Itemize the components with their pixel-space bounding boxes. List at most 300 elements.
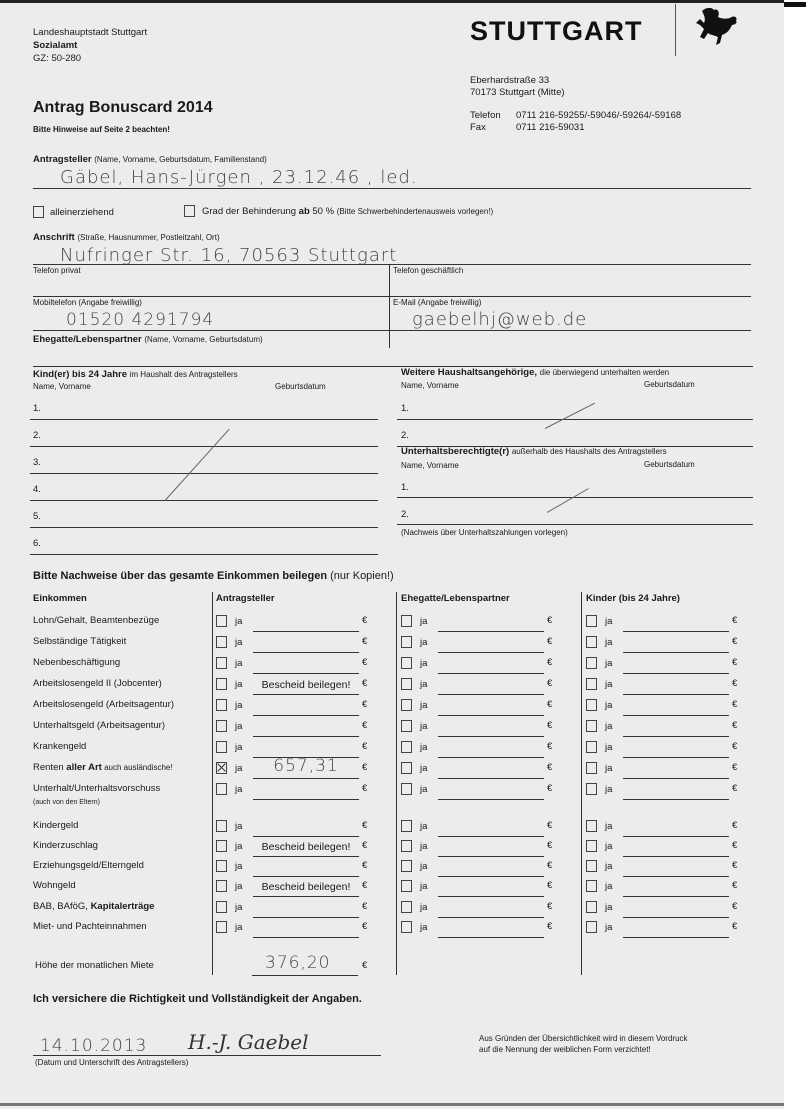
yes-label: ja xyxy=(605,841,613,852)
children-row-underline xyxy=(30,473,378,474)
income-heading: Bitte Nachweise über das gesamte Einkommen beilegen (nur Kopien!) xyxy=(33,570,394,582)
amount-underline xyxy=(623,631,729,632)
currency-symbol: € xyxy=(732,860,738,871)
spouse-income-amount-field[interactable] xyxy=(439,898,543,914)
currency-symbol: € xyxy=(547,840,553,851)
income-divider-1 xyxy=(212,592,213,975)
currency-symbol: € xyxy=(362,699,368,710)
contact-divider xyxy=(389,264,390,348)
amount-underline xyxy=(623,715,729,716)
currency-symbol: € xyxy=(547,699,553,710)
yes-label: ja xyxy=(605,861,613,872)
applicant-income-checkbox[interactable] xyxy=(216,783,227,795)
currency-symbol: € xyxy=(362,921,368,932)
applicant-income-checkbox[interactable] xyxy=(216,657,227,669)
children-title: Kind(er) bis 24 Jahre im Haushalt des Antragstellers xyxy=(33,369,238,380)
currency-symbol: € xyxy=(362,657,368,668)
spouse-income-amount-field[interactable] xyxy=(439,675,543,691)
phone-private-field[interactable] xyxy=(33,278,383,296)
currency-symbol: € xyxy=(547,762,553,773)
single-parent-checkbox[interactable] xyxy=(33,206,44,218)
applicant-income-amount-field[interactable] xyxy=(254,633,358,649)
household-col-birth: Geburtsdatum xyxy=(644,380,695,389)
children-income-checkbox[interactable] xyxy=(586,699,597,711)
currency-symbol: € xyxy=(547,783,553,794)
children-income-amount-field[interactable] xyxy=(624,918,728,934)
children-row-field[interactable] xyxy=(48,509,373,525)
applicant-income-checkbox[interactable] xyxy=(216,880,227,892)
children-row-underline xyxy=(30,419,378,420)
mobile-underline xyxy=(33,330,751,331)
applicant-income-checkbox[interactable] xyxy=(216,636,227,648)
fax-value: 0711 216-59031 xyxy=(516,122,585,133)
applicant-income-amount-field[interactable] xyxy=(254,654,358,670)
spouse-income-amount-field[interactable] xyxy=(439,857,543,873)
income-row-label: Krankengeld xyxy=(33,741,87,752)
rent-field[interactable]: 376,20 xyxy=(265,953,331,973)
yes-label: ja xyxy=(605,763,613,774)
spouse-income-amount-field[interactable] xyxy=(439,654,543,670)
income-row-label: Nebenbeschäftigung xyxy=(33,657,121,668)
income-row-label: Lohn/Gehalt, Beamtenbezüge xyxy=(33,615,160,626)
yes-label: ja xyxy=(235,616,243,627)
amount-underline xyxy=(438,757,544,758)
amount-underline xyxy=(253,673,359,674)
amount-underline xyxy=(438,715,544,716)
children-income-checkbox[interactable] xyxy=(586,901,597,913)
spouse-income-amount-field[interactable] xyxy=(439,696,543,712)
spouse-income-checkbox[interactable] xyxy=(401,615,412,627)
page-title: Antrag Bonuscard 2014 xyxy=(33,99,213,116)
yes-label: ja xyxy=(420,861,428,872)
children-row-field[interactable] xyxy=(48,401,373,417)
yes-label: ja xyxy=(605,616,613,627)
children-row-number: 5. xyxy=(33,511,41,522)
spouse-income-amount-field[interactable] xyxy=(439,817,543,833)
yes-label: ja xyxy=(235,784,243,795)
income-col-label: Einkommen xyxy=(33,593,87,604)
yes-label: ja xyxy=(420,700,428,711)
currency-symbol: € xyxy=(362,636,368,647)
signature-field[interactable]: H.-J. Gaebel xyxy=(188,1030,309,1054)
applicant-income-checkbox[interactable] xyxy=(216,901,227,913)
yes-label: ja xyxy=(235,700,243,711)
email-field[interactable]: gaebelhj@web.de xyxy=(412,309,588,330)
income-col-spouse: Ehegatte/Lebenspartner xyxy=(401,593,510,604)
applicant-income-checkbox[interactable] xyxy=(216,840,227,852)
spouse-income-checkbox[interactable] xyxy=(401,840,412,852)
currency-symbol: € xyxy=(732,762,738,773)
logo-divider xyxy=(675,4,676,56)
amount-underline xyxy=(623,673,729,674)
applicant-label: Antragsteller (Name, Vorname, Geburtsdatum, Familienstand) xyxy=(33,154,267,165)
applicant-income-checkbox[interactable] xyxy=(216,762,227,774)
children-income-checkbox[interactable] xyxy=(586,741,597,753)
currency-symbol: € xyxy=(547,901,553,912)
scan-edge-top xyxy=(0,0,806,3)
amount-underline xyxy=(253,778,359,779)
amount-underline xyxy=(438,694,544,695)
currency-symbol: € xyxy=(732,699,738,710)
spouse-income-checkbox[interactable] xyxy=(401,678,412,690)
spouse-income-checkbox[interactable] xyxy=(401,921,412,933)
amount-underline xyxy=(623,896,729,897)
yes-label: ja xyxy=(420,679,428,690)
children-row-number: 1. xyxy=(33,403,41,414)
amount-underline xyxy=(438,896,544,897)
address-street: Eberhardstraße 33 xyxy=(470,75,550,86)
spouse-income-checkbox[interactable] xyxy=(401,636,412,648)
children-income-amount-field[interactable] xyxy=(624,898,728,914)
applicant-income-amount-field[interactable] xyxy=(254,738,358,754)
yes-label: ja xyxy=(605,679,613,690)
children-row-field[interactable] xyxy=(48,455,373,471)
spouse-income-checkbox[interactable] xyxy=(401,860,412,872)
amount-underline xyxy=(623,937,729,938)
income-col-applicant: Antragsteller xyxy=(216,593,275,604)
children-income-amount-field[interactable] xyxy=(624,717,728,733)
rent-label: Höhe der monatlichen Miete xyxy=(35,960,154,971)
yes-label: ja xyxy=(235,763,243,774)
household-row-number: 1. xyxy=(401,403,409,414)
scan-edge-right xyxy=(784,0,806,1109)
disability-checkbox[interactable] xyxy=(184,205,195,217)
phone-label: Telefon xyxy=(470,110,501,121)
signature-caption: (Datum und Unterschrift des Antragstellers) xyxy=(35,1058,189,1067)
spouse-income-checkbox[interactable] xyxy=(401,741,412,753)
children-income-amount-field[interactable] xyxy=(624,696,728,712)
amount-underline xyxy=(253,715,359,716)
yes-label: ja xyxy=(420,902,428,913)
dependents-col-birth: Geburtsdatum xyxy=(644,460,695,469)
children-income-amount-field[interactable] xyxy=(624,675,728,691)
applicant-income-checkbox[interactable] xyxy=(216,720,227,732)
children-row-field[interactable] xyxy=(48,536,373,552)
children-income-checkbox[interactable] xyxy=(586,762,597,774)
applicant-income-checkbox[interactable] xyxy=(216,860,227,872)
yes-label: ja xyxy=(235,881,243,892)
children-income-amount-field[interactable] xyxy=(624,654,728,670)
applicant-underline xyxy=(33,188,751,189)
phone-underline xyxy=(33,296,751,297)
amount-underline xyxy=(438,778,544,779)
applicant-income-amount-field[interactable]: Bescheid beilegen! xyxy=(261,841,351,853)
children-income-checkbox[interactable] xyxy=(586,678,597,690)
disability-label: Grad der Behinderung ab 50 % (Bitte Schwerbehindertenausweis vorlegen!) xyxy=(202,206,494,217)
applicant-income-amount-field[interactable] xyxy=(254,780,358,796)
yes-label: ja xyxy=(235,841,243,852)
children-income-checkbox[interactable] xyxy=(586,840,597,852)
yes-label: ja xyxy=(235,922,243,933)
currency-symbol: € xyxy=(362,762,368,773)
fax-label: Fax xyxy=(470,122,486,133)
spouse-income-amount-field[interactable] xyxy=(439,633,543,649)
currency-symbol: € xyxy=(362,901,368,912)
spouse-income-checkbox[interactable] xyxy=(401,783,412,795)
gender-note-line2: auf die Nennung der weiblichen Form verzichtet! xyxy=(479,1045,651,1054)
currency-symbol: € xyxy=(732,901,738,912)
children-income-amount-field[interactable] xyxy=(624,837,728,853)
currency-symbol: € xyxy=(362,720,368,731)
currency-symbol: € xyxy=(547,820,553,831)
income-row-label: Unterhaltsgeld (Arbeitsagentur) xyxy=(33,720,166,731)
date-field[interactable]: 14.10.2013 xyxy=(40,1036,148,1056)
currency-symbol: € xyxy=(362,860,368,871)
children-row-field[interactable] xyxy=(48,428,373,444)
address-field[interactable]: Nufringer Str. 16, 70563 Stuttgart xyxy=(60,245,398,266)
spouse-income-checkbox[interactable] xyxy=(401,762,412,774)
children-income-checkbox[interactable] xyxy=(586,615,597,627)
currency-symbol: € xyxy=(732,678,738,689)
yes-label: ja xyxy=(420,721,428,732)
amount-underline xyxy=(253,937,359,938)
yes-label: ja xyxy=(605,902,613,913)
phone-value: 0711 216-59255/-59046/-59264/-59168 xyxy=(516,110,682,121)
yes-label: ja xyxy=(420,821,428,832)
spouse-income-amount-field[interactable] xyxy=(439,759,543,775)
children-income-amount-field[interactable] xyxy=(624,817,728,833)
phone-business-label: Telefon geschäftlich xyxy=(393,266,464,275)
dependents-note: (Nachweis über Unterhaltszahlungen vorlegen) xyxy=(401,528,568,537)
children-col-birth: Geburtsdatum xyxy=(275,382,326,391)
applicant-income-amount-field[interactable]: Bescheid beilegen! xyxy=(261,881,351,893)
single-parent-label: alleinerziehend xyxy=(50,207,114,218)
org-name: Landeshauptstadt Stuttgart xyxy=(33,27,148,38)
applicant-field[interactable]: Gäbel, Hans-Jürgen , 23.12.46 , led. xyxy=(60,167,418,188)
currency-symbol: € xyxy=(732,921,738,932)
email-label: E-Mail (Angabe freiwillig) xyxy=(393,298,482,307)
yes-label: ja xyxy=(605,742,613,753)
spouse-label: Ehegatte/Lebenspartner (Name, Vorname, Geburtsdatum) xyxy=(33,334,263,345)
dependents-col-name: Name, Vorname xyxy=(401,461,459,470)
spouse-income-amount-field[interactable] xyxy=(439,612,543,628)
yes-label: ja xyxy=(420,881,428,892)
yes-label: ja xyxy=(420,763,428,774)
dependents-title: Unterhaltsberechtigte(r) außerhalb des Haushalts des Antragstellers xyxy=(401,446,667,457)
applicant-income-amount-field[interactable]: 657,31 xyxy=(273,756,339,776)
currency-symbol: € xyxy=(732,741,738,752)
spouse-income-amount-field[interactable] xyxy=(439,717,543,733)
dependents-row-number: 2. xyxy=(401,509,409,520)
spouse-income-amount-field[interactable] xyxy=(439,837,543,853)
children-income-checkbox[interactable] xyxy=(586,921,597,933)
address-city: 70173 Stuttgart (Mitte) xyxy=(470,87,565,98)
dependents-row-field[interactable] xyxy=(416,507,746,523)
yes-label: ja xyxy=(605,881,613,892)
yes-label: ja xyxy=(420,658,428,669)
dependents-row-underline xyxy=(397,524,753,525)
amount-underline xyxy=(438,736,544,737)
currency-symbol: € xyxy=(362,783,368,794)
address-underline xyxy=(33,264,751,265)
children-income-amount-field[interactable] xyxy=(624,759,728,775)
children-income-checkbox[interactable] xyxy=(586,720,597,732)
currency-symbol: € xyxy=(732,615,738,626)
amount-underline xyxy=(253,631,359,632)
children-income-checkbox[interactable] xyxy=(586,820,597,832)
children-row-underline xyxy=(30,554,378,555)
spouse-income-checkbox[interactable] xyxy=(401,901,412,913)
yes-label: ja xyxy=(420,784,428,795)
yes-label: ja xyxy=(235,861,243,872)
currency-symbol: € xyxy=(362,678,368,689)
currency-symbol: € xyxy=(362,741,368,752)
currency-symbol: € xyxy=(547,636,553,647)
children-row-underline xyxy=(30,527,378,528)
applicant-income-checkbox[interactable] xyxy=(216,699,227,711)
household-col-name: Name, Vorname xyxy=(401,381,459,390)
amount-underline xyxy=(623,652,729,653)
currency-symbol: € xyxy=(362,840,368,851)
yes-label: ja xyxy=(605,637,613,648)
spouse-income-amount-field[interactable] xyxy=(439,877,543,893)
children-row-number: 6. xyxy=(33,538,41,549)
mobile-field[interactable]: 01520 4291794 xyxy=(66,310,215,330)
children-income-checkbox[interactable] xyxy=(586,880,597,892)
income-row-label: Selbständige Tätigkeit xyxy=(33,636,127,647)
amount-underline xyxy=(253,652,359,653)
spouse-income-checkbox[interactable] xyxy=(401,657,412,669)
yes-label: ja xyxy=(605,821,613,832)
children-row-underline xyxy=(30,500,378,501)
applicant-income-checkbox[interactable] xyxy=(216,921,227,933)
gender-note-line1: Aus Gründen der Übersichtlichkeit wird in diesem Vordruck xyxy=(479,1034,688,1043)
children-income-amount-field[interactable] xyxy=(624,633,728,649)
children-row-number: 2. xyxy=(33,430,41,441)
income-divider-3 xyxy=(581,592,582,975)
applicant-income-checkbox[interactable] xyxy=(216,678,227,690)
spouse-field[interactable] xyxy=(33,348,751,364)
income-row-label: Wohngeld xyxy=(33,880,76,891)
rent-underline xyxy=(252,975,358,976)
applicant-income-amount-field[interactable] xyxy=(254,612,358,628)
children-income-amount-field[interactable] xyxy=(624,877,728,893)
income-row-label: Miet- und Pachteinnahmen xyxy=(33,921,147,932)
children-row-number: 4. xyxy=(33,484,41,495)
yes-label: ja xyxy=(605,721,613,732)
currency-symbol: € xyxy=(732,720,738,731)
children-income-checkbox[interactable] xyxy=(586,783,597,795)
yes-label: ja xyxy=(605,922,613,933)
amount-underline xyxy=(438,673,544,674)
income-row-label: Unterhalt/Unterhaltsvorschuss xyxy=(33,783,161,794)
currency-symbol: € xyxy=(547,921,553,932)
amount-underline xyxy=(438,631,544,632)
amount-underline xyxy=(253,694,359,695)
yes-label: ja xyxy=(420,841,428,852)
currency-symbol: € xyxy=(732,880,738,891)
household-row-field[interactable] xyxy=(416,428,746,444)
applicant-income-amount-field[interactable] xyxy=(254,918,358,934)
amount-underline xyxy=(253,876,359,877)
yes-label: ja xyxy=(420,637,428,648)
spouse-income-amount-field[interactable] xyxy=(439,738,543,754)
page-subtitle: Bitte Hinweise auf Seite 2 beachten! xyxy=(33,125,170,134)
children-row-number: 3. xyxy=(33,457,41,468)
spouse-income-checkbox[interactable] xyxy=(401,699,412,711)
yes-label: ja xyxy=(605,700,613,711)
income-row-label: Kindergeld xyxy=(33,820,79,831)
amount-underline xyxy=(253,836,359,837)
spouse-income-checkbox[interactable] xyxy=(401,820,412,832)
income-row-sublabel: (auch von den Eltern) xyxy=(33,799,100,806)
currency-symbol: € xyxy=(732,783,738,794)
income-row-label: BAB, BAföG, Kapitalerträge xyxy=(33,901,155,912)
household-row-number: 2. xyxy=(401,430,409,441)
income-row-label: Arbeitslosengeld (Arbeitsagentur) xyxy=(33,699,174,710)
currency-symbol: € xyxy=(547,860,553,871)
signature-underline xyxy=(33,1055,381,1056)
children-row-field[interactable] xyxy=(48,482,373,498)
amount-underline xyxy=(623,694,729,695)
children-col-name: Name, Vorname xyxy=(33,382,91,391)
yes-label: ja xyxy=(235,742,243,753)
address-label: Anschrift (Straße, Hausnummer, Postleitzahl, Ort) xyxy=(33,232,220,243)
spouse-income-checkbox[interactable] xyxy=(401,880,412,892)
applicant-income-amount-field[interactable] xyxy=(254,857,358,873)
currency-symbol: € xyxy=(732,657,738,668)
phone-private-label: Telefon privat xyxy=(33,266,81,275)
currency-symbol: € xyxy=(362,615,368,626)
dependents-row-number: 1. xyxy=(401,482,409,493)
yes-label: ja xyxy=(605,784,613,795)
income-row-label: Renten aller Art auch ausländische! xyxy=(33,762,173,773)
applicant-income-amount-field[interactable] xyxy=(254,817,358,833)
spouse-income-amount-field[interactable] xyxy=(439,918,543,934)
children-income-checkbox[interactable] xyxy=(586,657,597,669)
dependents-row-field[interactable] xyxy=(416,480,746,496)
currency-symbol: € xyxy=(732,840,738,851)
applicant-income-amount-field[interactable]: Bescheid beilegen! xyxy=(261,679,351,691)
children-income-amount-field[interactable] xyxy=(624,857,728,873)
currency-symbol: € xyxy=(547,678,553,689)
phone-business-field[interactable] xyxy=(393,278,743,296)
yes-label: ja xyxy=(420,922,428,933)
income-row-label: Arbeitslosengeld II (Jobcenter) xyxy=(33,678,162,689)
children-income-amount-field[interactable] xyxy=(624,612,728,628)
amount-underline xyxy=(253,736,359,737)
rent-currency: € xyxy=(362,960,368,971)
income-row-label: Erziehungsgeld/Elterngeld xyxy=(33,860,144,871)
income-col-children: Kinder (bis 24 Jahre) xyxy=(586,593,680,604)
yes-label: ja xyxy=(235,721,243,732)
applicant-income-checkbox[interactable] xyxy=(216,820,227,832)
children-income-checkbox[interactable] xyxy=(586,860,597,872)
spouse-income-checkbox[interactable] xyxy=(401,720,412,732)
children-income-checkbox[interactable] xyxy=(586,636,597,648)
household-top-rule xyxy=(397,366,753,367)
yes-label: ja xyxy=(235,658,243,669)
applicant-income-checkbox[interactable] xyxy=(216,741,227,753)
amount-underline xyxy=(253,799,359,800)
household-title: Weitere Haushaltsangehörige, die überwiegend unterhalten werden xyxy=(401,367,670,378)
currency-symbol: € xyxy=(732,820,738,831)
applicant-income-amount-field[interactable] xyxy=(254,696,358,712)
applicant-income-checkbox[interactable] xyxy=(216,615,227,627)
yes-label: ja xyxy=(235,902,243,913)
income-row-label: Kinderzuschlag xyxy=(33,840,98,851)
yes-label: ja xyxy=(420,742,428,753)
spouse-income-amount-field[interactable] xyxy=(439,780,543,796)
children-income-amount-field[interactable] xyxy=(624,780,728,796)
household-row-underline xyxy=(397,419,753,420)
org-reference: GZ: 50-280 xyxy=(33,53,82,64)
currency-symbol: € xyxy=(362,880,368,891)
children-income-amount-field[interactable] xyxy=(624,738,728,754)
applicant-income-amount-field[interactable] xyxy=(254,898,358,914)
applicant-income-amount-field[interactable] xyxy=(254,717,358,733)
currency-symbol: € xyxy=(732,636,738,647)
